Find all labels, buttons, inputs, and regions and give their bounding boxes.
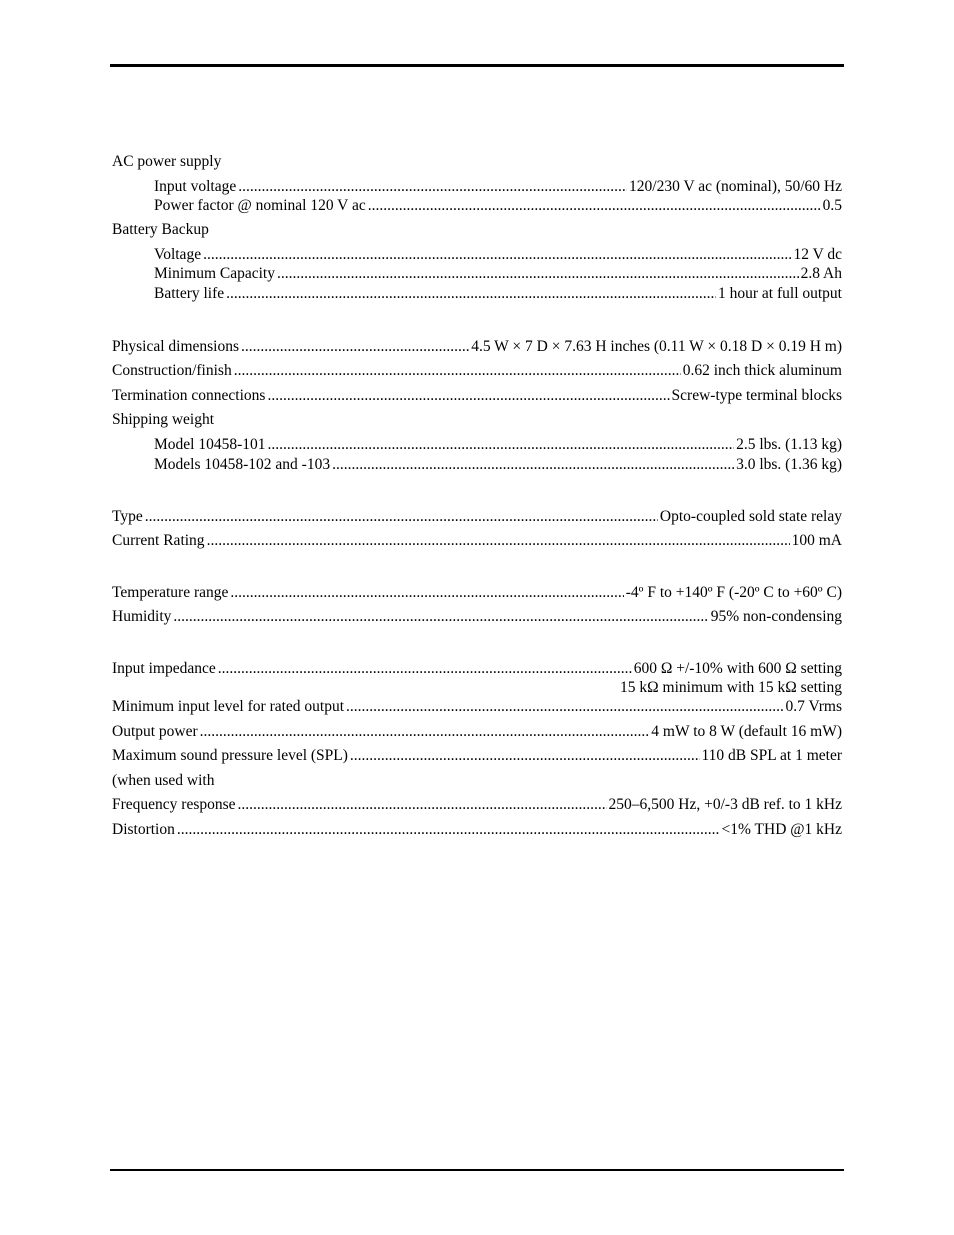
spec-model-101: Model 10458-101 ..... 2.5 lbs. (1.13 kg) [112,435,842,455]
leader-dots [200,722,650,742]
leader-dots [268,435,735,455]
leader-dots [241,337,469,357]
spl-note: (when used with [112,771,215,789]
spec-power-factor: Power factor @ nominal 120 V ac ..... 0.5 [112,196,842,216]
leader-dots [177,820,720,840]
ac-power-heading: AC power supply [112,153,222,170]
spec-termination: Termination connections ..... Screw-type terminal blocks [112,386,842,411]
spec-input-voltage: Input voltage ..... 120/230 V ac (nominal), 50/60 Hz [112,177,842,197]
spec-relay-type: Type ..... Opto-coupled sold state relay [112,507,842,532]
spec-battery-life: Battery life ..... 1 hour at full output [112,284,842,304]
spec-temperature-range: Temperature range ..... -4º F to +140º F (-20º C to +60º C) [112,583,842,608]
leader-dots [346,697,783,717]
spec-battery-voltage: Voltage ..... 12 V dc [112,245,842,265]
leader-dots [145,507,658,527]
battery-backup-heading: Battery Backup [112,221,209,239]
spec-distortion: Distortion ..... <1% THD @1 kHz [112,820,842,845]
spec-max-spl: Maximum sound pressure level (SPL) ..... 110 dB SPL at 1 meter [112,746,842,771]
spec-input-impedance-alt: 15 kΩ minimum with 15 kΩ setting [620,678,842,696]
leader-dots [230,583,623,603]
shipping-weight-heading: Shipping weight [112,411,215,429]
spec-frequency-response: Frequency response ..... 250–6,500 Hz, +0/-3 dB ref. to 1 kHz [112,795,842,820]
leader-dots [332,455,734,475]
leader-dots [218,659,632,678]
leader-dots [234,361,681,381]
spec-physical-dimensions: Physical dimensions ..... 4.5 W × 7 D × 7.63 H inches (0.11 W × 0.18 D × 0.19 H m) [112,337,842,362]
leader-dots [173,607,708,627]
spec-minimum-input-level: Minimum input level for rated output ..... 0.7 Vrms [112,697,842,722]
spec-output-power: Output power ..... 4 mW to 8 W (default 16 mW) [112,722,842,747]
spec-input-impedance: Input impedance ..... 600 Ω +/-10% with 600 Ω setting [112,659,842,678]
leader-dots [238,177,627,197]
leader-dots [368,196,821,216]
spec-humidity: Humidity ..... 95% non-condensing [112,607,842,632]
leader-dots [238,795,607,815]
header-rule [110,64,844,67]
leader-dots [203,245,791,265]
specifications-list [112,152,842,844]
footer-rule [110,1169,844,1171]
leader-dots [226,284,716,304]
leader-dots [267,386,669,406]
leader-dots [277,264,799,284]
spec-minimum-capacity: Minimum Capacity ..... 2.8 Ah [112,264,842,284]
spec-construction: Construction/finish ..... 0.62 inch thick aluminum [112,361,842,386]
leader-dots [207,531,790,551]
spec-models-102-103: Models 10458-102 and -103 ..... 3.0 lbs. (1.36 kg) [112,455,842,475]
leader-dots [350,746,700,766]
spec-current-rating: Current Rating ..... 100 mA [112,531,842,556]
